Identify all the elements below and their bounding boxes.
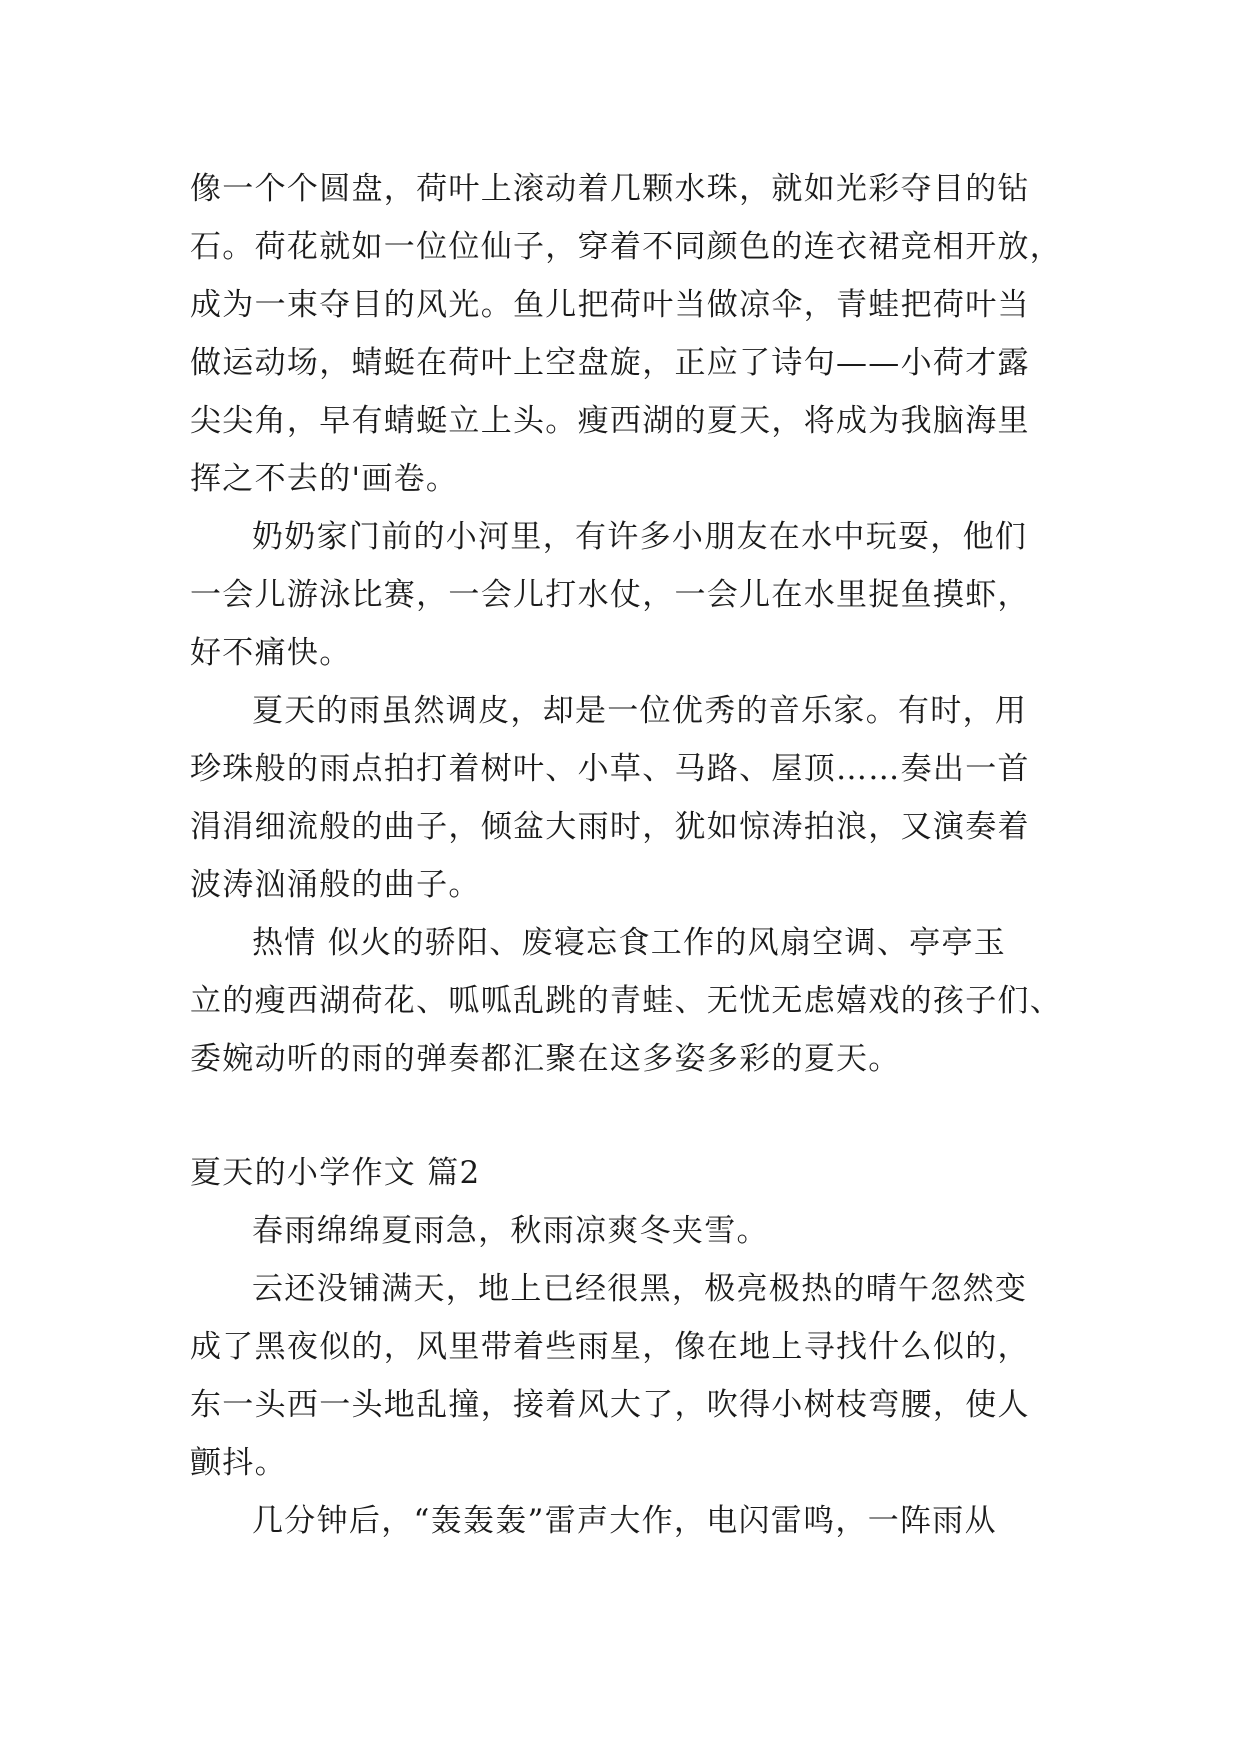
text-line: 夏天的雨虽然调皮，却是一位优秀的音乐家。有时，用 [252,693,1028,729]
section-spacer [190,1088,1052,1144]
section-heading: 夏天的小学作文 篇2 [190,1155,481,1191]
text-line: 尖尖角，早有蜻蜓立上头。瘦西湖的夏天，将成为我脑海里 [190,403,1030,439]
paragraph [190,160,1063,508]
text-line: 奶奶家门前的小河里，有许多小朋友在水中玩耍，他们 [252,519,1028,555]
text-line: 立的瘦西湖荷花、呱呱乱跳的青蛙、无忧无虑嬉戏的孩子们、 [190,983,1063,1019]
text-line: 好不痛快。 [190,635,352,671]
text-line: 波涛汹涌般的曲子。 [190,867,481,903]
paragraph [190,1202,1052,1260]
document-body [190,160,1063,1550]
text-line: 挥之不去的'画卷。 [190,461,459,497]
text-line: 珍珠般的雨点拍打着树叶、小草、马路、屋顶……奏出一首 [190,751,1030,787]
text-line: 石。荷花就如一位位仙子，穿着不同颜色的连衣裙竞相开放， [190,229,1063,265]
paragraph [190,682,1052,914]
text-line: 颤抖。 [190,1445,287,1481]
paragraph [190,914,1063,1088]
paragraph [190,508,1052,682]
text-line: 热情 似火的骄阳、废寝忘食工作的风扇空调、亭亭玉 [252,925,1007,961]
text-line: 涓涓细流般的曲子，倾盆大雨时，犹如惊涛拍浪，又演奏着 [190,809,1030,845]
text-line: 春雨绵绵夏雨急，秋雨凉爽冬夹雪。 [252,1213,769,1249]
section-2 [190,1144,1052,1550]
text-line: 东一头西一头地乱撞，接着风大了，吹得小树枝弯腰，使人 [190,1387,1030,1423]
text-line: 像一个个圆盘，荷叶上滚动着几颗水珠，就如光彩夺目的钻 [190,171,1030,207]
paragraph [190,1260,1052,1492]
text-line: 成了黑夜似的，风里带着些雨星，像在地上寻找什么似的， [190,1329,1030,1365]
text-line: 委婉动听的雨的弹奏都汇聚在这多姿多彩的夏天。 [190,1041,901,1077]
text-line: 云还没铺满天，地上已经很黑，极亮极热的晴午忽然变 [252,1271,1028,1307]
text-line: 一会儿游泳比赛，一会儿打水仗，一会儿在水里捉鱼摸虾， [190,577,1030,613]
text-line: 成为一束夺目的风光。鱼儿把荷叶当做凉伞，青蛙把荷叶当 [190,287,1030,323]
text-line: 几分钟后，“轰轰轰”雷声大作，电闪雷鸣，一阵雨从 [252,1503,997,1539]
paragraph [190,1492,1052,1550]
text-line: 做运动场，蜻蜓在荷叶上空盘旋，正应了诗句——小荷才露 [190,345,1030,381]
section-1 [190,160,1063,1088]
